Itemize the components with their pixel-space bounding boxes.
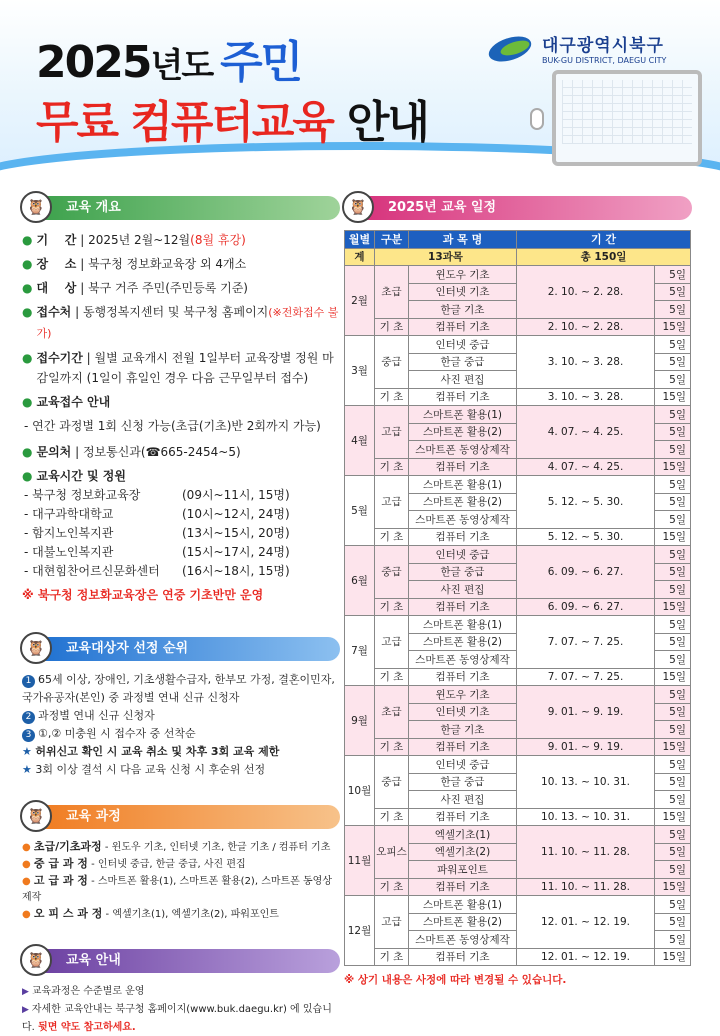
owl-icon: 🦉 [20,800,52,832]
period-cell: 10. 13. ~ 10. 31. [517,808,655,826]
course-list [22,839,340,923]
time-title: 교육시간 및 정원 [36,469,126,483]
month-cell: 12월 [345,896,375,966]
number-1-icon: 1 [22,675,35,688]
overview-item: ● 대 상 | 북구 거주 주민(주민등록 기준) [22,281,248,295]
subject-cell: 스마트폰 활용(1) [409,406,517,424]
col-subject: 과 목 명 [409,231,517,249]
subject-cell: 스마트폰 활용(1) [409,896,517,914]
title-highlight: 주민 [220,37,302,88]
period-cell: 9. 01. ~ 9. 19. [517,738,655,756]
subject-cell: 스마트폰 동영상제작 [409,651,517,669]
days-cell: 5일 [655,913,691,931]
level-cell: 중급 [375,756,409,809]
subject-cell: 인터넷 중급 [409,336,517,354]
days-cell: 5일 [655,826,691,844]
schedule-row-basic [345,388,691,406]
owl-icon: 🦉 [20,632,52,664]
days-cell: 15일 [655,318,691,336]
days-cell: 5일 [655,336,691,354]
logo-korean: 대구광역시북구 [542,36,664,56]
subject-cell: 인터넷 기초 [409,703,517,721]
overview-item: ● 접수처 | 동행정복지센터 및 북구청 홈페이지(※전화접수 불가) [22,305,339,340]
period-cell: 2. 10. ~ 2. 28. [517,266,655,319]
schedule-row-basic [345,598,691,616]
subject-cell: 엑셀기초(1) [409,826,517,844]
subject-cell: 사진 편집 [409,581,517,599]
owl-icon: 🦉 [342,191,374,223]
schedule-row-basic [345,808,691,826]
guide-line: 자세한 교육안내는 북구청 홈페이지(www.buk.daegu.kr) 에 있습니다. [22,1004,332,1033]
schedule-row-basic [345,948,691,966]
level-cell: 초급 [375,266,409,319]
subject-cell: 컴퓨터 기초 [409,948,517,966]
level-cell: 기 초 [375,318,409,336]
schedule-row [345,826,691,844]
schedule-row-basic [345,878,691,896]
institution-row: - 대불노인복지관 (15시~17시, 24명) [24,545,290,559]
course-item: ● 오 피 스 과 정 - 엑셀기초(1), 엑셀기초(2), 파워포인트 [22,907,279,920]
number-3-icon: 3 [22,729,35,742]
schedule-heading [348,196,692,220]
month-cell: 3월 [345,336,375,406]
col-level: 구분 [375,231,409,249]
days-cell: 5일 [655,861,691,879]
days-cell: 15일 [655,808,691,826]
subject-cell: 스마트폰 활용(1) [409,616,517,634]
col-period: 기 간 [517,231,691,249]
subject-cell: 한글 기초 [409,721,517,739]
days-cell: 5일 [655,371,691,389]
subject-cell: 컴퓨터 기초 [409,458,517,476]
schedule-row [345,546,691,564]
left-column [22,196,340,1036]
right-column [344,196,692,987]
subject-cell: 컴퓨터 기초 [409,808,517,826]
overview-heading [26,196,340,220]
period-cell: 2. 10. ~ 2. 28. [517,318,655,336]
logo-english: BUK-GU DISTRICT, DAEGU CITY [542,56,667,65]
days-cell: 15일 [655,458,691,476]
apply-title: 교육접수 안내 [36,395,111,409]
col-month: 월별 [345,231,375,249]
overview-title: 교육 개요 [66,200,121,215]
subject-cell: 스마트폰 동영상제작 [409,931,517,949]
institution-row: - 함지노인복지관 (13시~15시, 20명) [24,526,290,540]
days-cell: 5일 [655,441,691,459]
period-cell: 4. 07. ~ 4. 25. [517,406,655,459]
guide-list [22,983,340,1036]
owl-icon: 🦉 [20,191,52,223]
period-cell: 7. 07. ~ 7. 25. [517,616,655,669]
days-cell: 5일 [655,511,691,529]
selection-title: 교육대상자 선정 순위 [66,641,189,656]
level-cell: 기 초 [375,878,409,896]
days-cell: 5일 [655,301,691,319]
days-cell: 15일 [655,738,691,756]
month-cell: 7월 [345,616,375,686]
days-cell: 5일 [655,423,691,441]
subject-cell: 인터넷 중급 [409,756,517,774]
schedule-row-basic [345,528,691,546]
title-year: 2025 [36,37,151,88]
monitor-icon [552,70,702,166]
schedule-row [345,896,691,914]
period-cell: 11. 10. ~ 11. 28. [517,878,655,896]
course-item: ● 고 급 과 정 - 스마트폰 활용(1), 스마트폰 활용(2), 스마트폰 동영상 제작 [22,874,332,903]
owl-icon: 🦉 [20,944,52,976]
subject-cell: 스마트폰 활용(2) [409,913,517,931]
overview-item: ● 접수기간 | 월별 교육개시 전월 1일부터 교육장별 정원 마감일까지 (1일이 휴일인 경우 다음 근무일부터 접수) [22,351,334,385]
title-line-2 [36,86,428,150]
selection-heading [26,637,340,661]
month-cell: 11월 [345,826,375,896]
schedule-row-basic [345,738,691,756]
triangle-icon: ▶ [22,987,32,997]
overview-item: ● 장 소 | 북구청 정보화교육장 외 4개소 [22,257,247,271]
subject-cell: 컴퓨터 기초 [409,318,517,336]
days-cell: 5일 [655,353,691,371]
overview-note: ※ 북구청 정보화교육장은 연중 기초반만 운영 [22,588,264,602]
period-cell: 4. 07. ~ 4. 25. [517,458,655,476]
schedule-row [345,686,691,704]
period-cell: 7. 07. ~ 7. 25. [517,668,655,686]
subject-cell: 스마트폰 동영상제작 [409,511,517,529]
selection-list [22,671,340,779]
days-cell: 5일 [655,931,691,949]
triangle-icon: ▶ [22,1005,32,1015]
level-cell: 중급 [375,336,409,389]
subject-cell: 컴퓨터 기초 [409,388,517,406]
level-cell: 기 초 [375,528,409,546]
contact-label: 문의처 [36,445,72,459]
subject-cell: 윈도우 기초 [409,266,517,284]
schedule-row [345,336,691,354]
title-line-1 [36,26,301,90]
subject-cell: 윈도우 기초 [409,686,517,704]
selection-item: 과정별 연내 신규 신청자 [38,709,155,722]
month-cell: 10월 [345,756,375,826]
guide-heading [26,949,340,973]
days-cell: 5일 [655,686,691,704]
period-cell: 3. 10. ~ 3. 28. [517,336,655,389]
period-cell: 12. 01. ~ 12. 19. [517,948,655,966]
schedule-row [345,476,691,494]
days-cell: 5일 [655,721,691,739]
subject-cell: 사진 편집 [409,791,517,809]
subject-cell: 파워포인트 [409,861,517,879]
total-days: 총 150일 [517,248,691,266]
days-cell: 5일 [655,266,691,284]
mouse-icon [530,108,544,130]
schedule-row [345,266,691,284]
courses-heading [26,805,340,829]
schedule-row [345,756,691,774]
logo-icon [486,30,536,66]
total-label: 계 [345,248,375,266]
schedule-title: 2025년 교육 일정 [388,200,497,215]
level-cell: 기 초 [375,598,409,616]
institution-row: - 대현힘찬어르신문화센터 (16시~18시, 15명) [24,564,290,578]
subject-cell: 컴퓨터 기초 [409,598,517,616]
level-cell: 중급 [375,546,409,599]
month-cell: 2월 [345,266,375,336]
total-subjects: 13과목 [375,248,517,266]
period-cell: 5. 12. ~ 5. 30. [517,476,655,529]
days-cell: 5일 [655,616,691,634]
level-cell: 오피스 [375,826,409,879]
overview-list: ● 기 간 | 2025년 2월~12월(8월 휴강) ● 장 소 | 북구청 정보화교육장 외 4개소 ● 대 상 | 북구 거주 주민(주민등록 기준) ● 접수처 | 동행정복지센터 및 북구청 홈페이지(※전화접수 불가) ● 접수기간 | 월별 교육개시 전월 1일부터 교육장별 정원 마감일까지 (1일이 휴일인 경우 다음 근무일부터 접수) ● 교육접수 안내 - 연간 과정별 1회 신청 가능(초급(기초)반 2회까지 가능) ● 문의처 | 정보통신과(☎665-2454~5) ● 교육시간 및 정원 - 북구청 정보화교육장 (09시~11시, 15명) - 대구과학대학교 (10시~12시, 24명) - 함지노인복지관 (13시~15시, 20명) - 대불노인복지관 (15시~17시, 24명) - 대현힘찬어르신문화센터 (16시~18시, 15명) ※ 북구청 정보화교육장은 연중 기초반만 운영 [22,230,340,605]
subject-cell: 한글 기초 [409,301,517,319]
month-cell: 6월 [345,546,375,616]
course-item: ● 중 급 과 정 - 인터넷 중급, 한글 중급, 사진 편집 [22,857,246,870]
district-logo [486,30,666,66]
subject-cell: 인터넷 중급 [409,546,517,564]
subject-cell: 컴퓨터 기초 [409,668,517,686]
level-cell: 고급 [375,406,409,459]
days-cell: 5일 [655,896,691,914]
period-cell: 6. 09. ~ 6. 27. [517,598,655,616]
period-cell: 10. 13. ~ 10. 31. [517,756,655,809]
subject-cell: 스마트폰 활용(1) [409,476,517,494]
subject-cell: 컴퓨터 기초 [409,528,517,546]
level-cell: 기 초 [375,808,409,826]
contact-value: 정보통신과(☎665-2454~5) [82,445,241,459]
total-row [345,248,691,266]
level-cell: 기 초 [375,948,409,966]
selection-item: 65세 이상, 장애인, 기초생활수급자, 한부모 가정, 결혼이민자, 국가유공자(본인) 중 과정별 연내 신규 신청자 [22,673,335,704]
subject-cell: 한글 중급 [409,563,517,581]
period-cell: 5. 12. ~ 5. 30. [517,528,655,546]
days-cell: 15일 [655,528,691,546]
month-cell: 5월 [345,476,375,546]
level-cell: 고급 [375,896,409,949]
schedule-row [345,406,691,424]
course-item: ● 초급/기초과정 - 윈도우 기초, 인터넷 기초, 한글 기초 / 컴퓨터 기초 [22,840,331,853]
days-cell: 15일 [655,598,691,616]
subject-cell: 한글 중급 [409,773,517,791]
guide-note: 뒷면 약도 참고하세요. [38,1022,136,1033]
days-cell: 5일 [655,773,691,791]
subject-cell: 스마트폰 동영상제작 [409,441,517,459]
month-cell: 9월 [345,686,375,756]
apply-text: - 연간 과정별 1회 신청 가능(초급(기초)반 2회까지 가능) [24,419,321,433]
selection-warning: 허위신고 확인 시 교육 취소 및 차후 3회 교육 제한 [35,745,280,758]
overview-item: ● 기 간 | 2025년 2월~12월(8월 휴강) [22,233,246,247]
institution-row: - 북구청 정보화교육장 (09시~11시, 15명) [24,488,290,502]
star-icon: ★ [22,745,36,758]
days-cell: 5일 [655,493,691,511]
level-cell: 기 초 [375,738,409,756]
institution-row: - 대구과학대학교 (10시~12시, 24명) [24,507,290,521]
days-cell: 5일 [655,563,691,581]
days-cell: 5일 [655,476,691,494]
period-cell: 12. 01. ~ 12. 19. [517,896,655,949]
level-cell: 초급 [375,686,409,739]
subject-cell: 컴퓨터 기초 [409,878,517,896]
month-cell: 4월 [345,406,375,476]
schedule-row [345,616,691,634]
days-cell: 15일 [655,668,691,686]
title-text: 년도 [150,46,213,86]
courses-title: 교육 과정 [66,809,121,824]
level-cell: 고급 [375,476,409,529]
schedule-row-basic [345,458,691,476]
level-cell: 고급 [375,616,409,669]
subject-cell: 스마트폰 활용(2) [409,493,517,511]
period-cell: 11. 10. ~ 11. 28. [517,826,655,879]
days-cell: 5일 [655,791,691,809]
days-cell: 15일 [655,878,691,896]
level-cell: 기 초 [375,668,409,686]
days-cell: 5일 [655,283,691,301]
title-guide: 안내 [346,97,428,148]
selection-item: ①,② 미충원 시 접수자 중 선착순 [38,727,196,740]
period-cell: 3. 10. ~ 3. 28. [517,388,655,406]
selection-note: 3회 이상 결석 시 다음 교육 신청 시 후순위 선정 [35,763,266,776]
schedule-table [344,230,691,966]
schedule-row-basic [345,668,691,686]
days-cell: 5일 [655,756,691,774]
star-icon: ★ [22,763,36,776]
days-cell: 5일 [655,651,691,669]
days-cell: 5일 [655,843,691,861]
subject-cell: 컴퓨터 기초 [409,738,517,756]
subject-cell: 스마트폰 활용(2) [409,423,517,441]
days-cell: 5일 [655,633,691,651]
number-2-icon: 2 [22,711,35,724]
days-cell: 5일 [655,546,691,564]
subject-cell: 스마트폰 활용(2) [409,633,517,651]
subject-cell: 엑셀기초(2) [409,843,517,861]
level-cell: 기 초 [375,458,409,476]
guide-title: 교육 안내 [66,953,121,968]
level-cell: 기 초 [375,388,409,406]
days-cell: 5일 [655,406,691,424]
guide-line: 교육과정은 수준별로 운영 [31,986,145,997]
period-cell: 6. 09. ~ 6. 27. [517,546,655,599]
days-cell: 5일 [655,703,691,721]
title-main: 무료 컴퓨터교육 [36,97,333,148]
schedule-footnote: ※ 상기 내용은 사정에 따라 변경될 수 있습니다. [344,974,567,986]
days-cell: 5일 [655,581,691,599]
subject-cell: 사진 편집 [409,371,517,389]
period-cell: 9. 01. ~ 9. 19. [517,686,655,739]
days-cell: 15일 [655,388,691,406]
schedule-row-basic [345,318,691,336]
subject-cell: 한글 중급 [409,353,517,371]
subject-cell: 인터넷 기초 [409,283,517,301]
header-banner [0,0,720,175]
days-cell: 15일 [655,948,691,966]
